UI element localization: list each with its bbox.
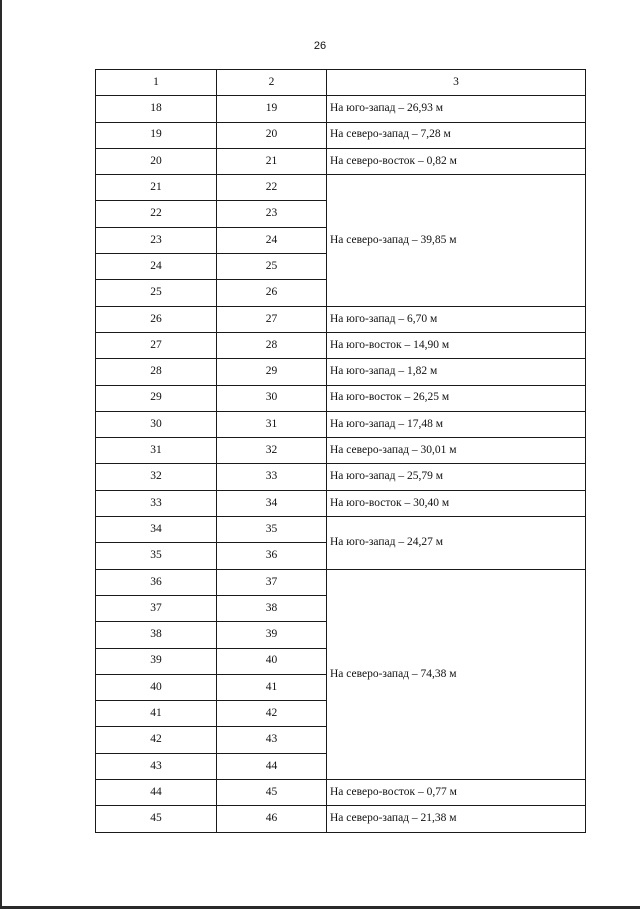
table-row <box>96 122 586 148</box>
cell-to-point: 25 <box>217 254 327 280</box>
cell-from-point: 28 <box>96 359 217 385</box>
cell-direction: На юго-восток – 14,90 м <box>327 332 586 358</box>
cell-from-point: 25 <box>96 280 217 306</box>
cell-to-point: 44 <box>217 753 327 779</box>
cell-to-point: 37 <box>217 569 327 595</box>
cell-direction: На юго-запад – 1,82 м <box>327 359 586 385</box>
cell-from-point: 27 <box>96 332 217 358</box>
table-row <box>96 780 586 806</box>
cell-to-point: 38 <box>217 595 327 621</box>
table-row <box>96 148 586 174</box>
cell-direction: На юго-запад – 25,79 м <box>327 464 586 490</box>
cell-to-point: 30 <box>217 385 327 411</box>
cell-direction: На северо-запад – 21,38 м <box>327 806 586 832</box>
cell-to-point: 43 <box>217 727 327 753</box>
table-header-row <box>96 70 586 96</box>
table-row <box>96 490 586 516</box>
table-row <box>96 96 586 122</box>
cell-from-point: 31 <box>96 438 217 464</box>
cell-from-point: 24 <box>96 254 217 280</box>
cell-from-point: 22 <box>96 201 217 227</box>
cell-to-point: 32 <box>217 438 327 464</box>
cell-from-point: 44 <box>96 780 217 806</box>
table-row <box>96 411 586 437</box>
cell-to-point: 45 <box>217 780 327 806</box>
table-body <box>96 96 586 832</box>
table-row <box>96 569 586 595</box>
table-row <box>96 385 586 411</box>
cell-to-point: 41 <box>217 674 327 700</box>
cell-to-point: 19 <box>217 96 327 122</box>
cell-to-point: 27 <box>217 306 327 332</box>
table-row <box>96 332 586 358</box>
cell-direction: На юго-запад – 17,48 м <box>327 411 586 437</box>
cell-from-point: 36 <box>96 569 217 595</box>
cell-direction: На юго-запад – 6,70 м <box>327 306 586 332</box>
cell-from-point: 21 <box>96 175 217 201</box>
cell-from-point: 35 <box>96 543 217 569</box>
cell-from-point: 34 <box>96 517 217 543</box>
cell-to-point: 31 <box>217 411 327 437</box>
header-col-3: 3 <box>327 70 586 96</box>
cell-direction: На северо-запад – 7,28 м <box>327 122 586 148</box>
table-row <box>96 517 586 543</box>
cell-from-point: 37 <box>96 595 217 621</box>
cell-from-point: 26 <box>96 306 217 332</box>
cell-direction: На северо-запад – 39,85 м <box>327 175 586 306</box>
cell-direction: На северо-восток – 0,77 м <box>327 780 586 806</box>
cell-from-point: 42 <box>96 727 217 753</box>
cell-to-point: 28 <box>217 332 327 358</box>
cell-direction: На юго-восток – 30,40 м <box>327 490 586 516</box>
cell-from-point: 30 <box>96 411 217 437</box>
table-row <box>96 464 586 490</box>
scan-edge-left <box>0 0 2 909</box>
page-number: 26 <box>313 40 327 52</box>
header-col-1: 1 <box>96 70 217 96</box>
cell-to-point: 26 <box>217 280 327 306</box>
cell-from-point: 29 <box>96 385 217 411</box>
cell-from-point: 41 <box>96 701 217 727</box>
cell-to-point: 35 <box>217 517 327 543</box>
cell-from-point: 18 <box>96 96 217 122</box>
cell-to-point: 36 <box>217 543 327 569</box>
cell-to-point: 39 <box>217 622 327 648</box>
cell-from-point: 43 <box>96 753 217 779</box>
boundary-table <box>95 69 586 833</box>
cell-from-point: 39 <box>96 648 217 674</box>
table-row <box>96 438 586 464</box>
table-row <box>96 306 586 332</box>
cell-to-point: 20 <box>217 122 327 148</box>
table-row <box>96 806 586 832</box>
cell-from-point: 33 <box>96 490 217 516</box>
cell-to-point: 21 <box>217 148 327 174</box>
cell-to-point: 23 <box>217 201 327 227</box>
header-col-2: 2 <box>217 70 327 96</box>
cell-to-point: 34 <box>217 490 327 516</box>
cell-from-point: 38 <box>96 622 217 648</box>
table-row <box>96 175 586 201</box>
cell-to-point: 40 <box>217 648 327 674</box>
cell-from-point: 32 <box>96 464 217 490</box>
cell-from-point: 45 <box>96 806 217 832</box>
cell-from-point: 23 <box>96 227 217 253</box>
cell-direction: На юго-запад – 24,27 м <box>327 517 586 570</box>
cell-direction: На юго-запад – 26,93 м <box>327 96 586 122</box>
cell-direction: На юго-восток – 26,25 м <box>327 385 586 411</box>
cell-to-point: 29 <box>217 359 327 385</box>
cell-from-point: 19 <box>96 122 217 148</box>
cell-to-point: 33 <box>217 464 327 490</box>
cell-direction: На северо-восток – 0,82 м <box>327 148 586 174</box>
cell-from-point: 20 <box>96 148 217 174</box>
cell-direction: На северо-запад – 30,01 м <box>327 438 586 464</box>
cell-direction: На северо-запад – 74,38 м <box>327 569 586 779</box>
cell-to-point: 42 <box>217 701 327 727</box>
cell-to-point: 46 <box>217 806 327 832</box>
cell-to-point: 22 <box>217 175 327 201</box>
cell-to-point: 24 <box>217 227 327 253</box>
table-row <box>96 359 586 385</box>
cell-from-point: 40 <box>96 674 217 700</box>
